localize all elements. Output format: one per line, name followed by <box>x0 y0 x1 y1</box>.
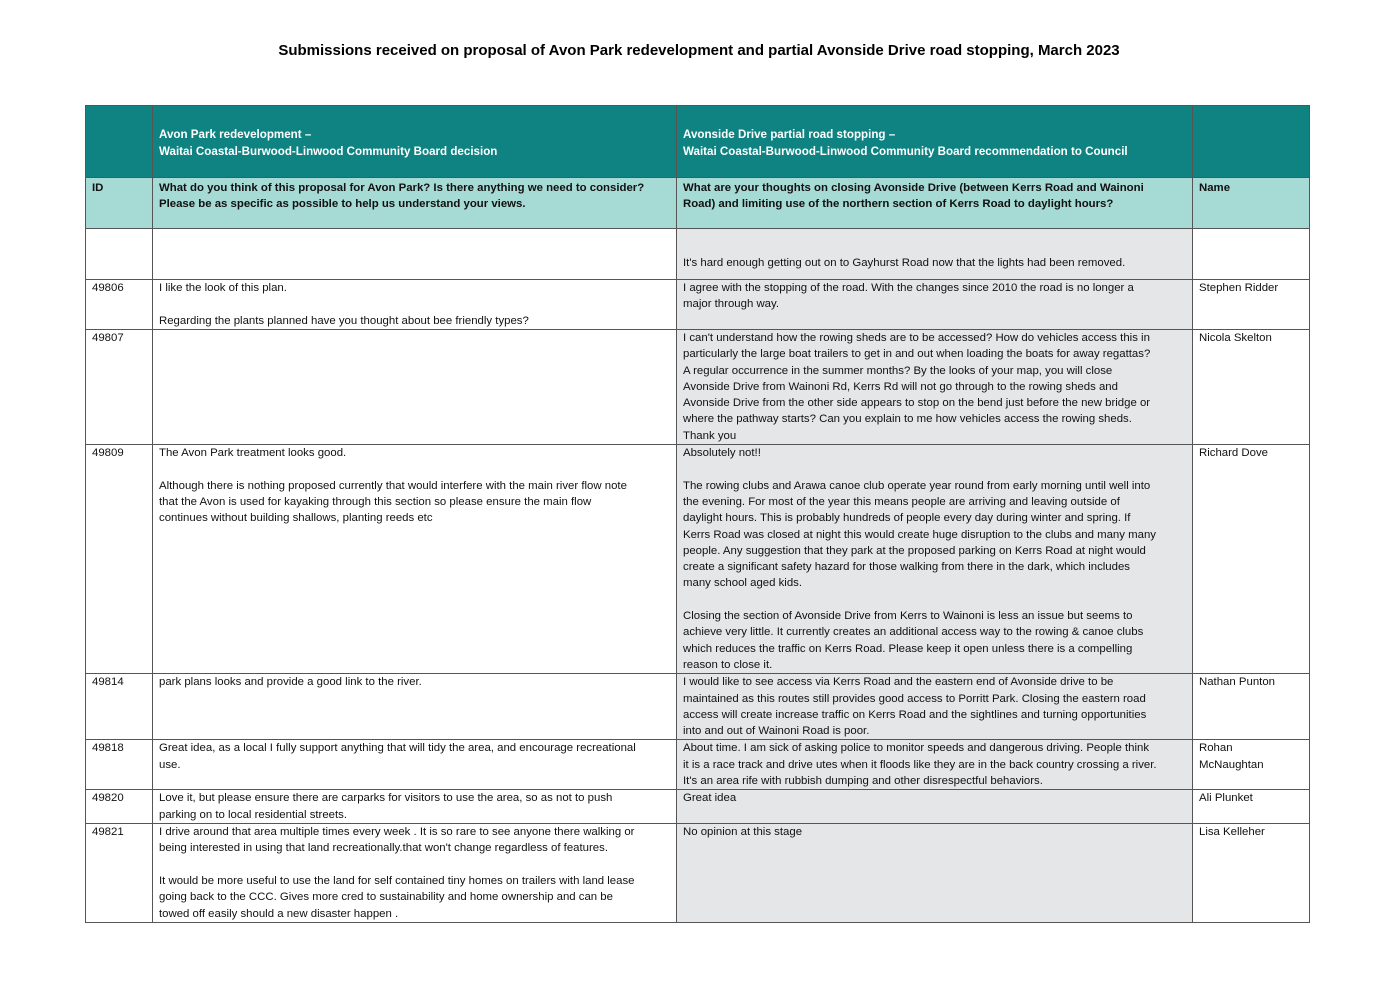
avon-response-line: park plans looks and provide a good link to the river. <box>159 676 422 689</box>
avon-response-line: Love it, but please ensure there are carparks for visitors to use the area, so as not to push <box>159 792 613 805</box>
table-row <box>86 229 1310 280</box>
avon-response-line: parking on to local residential streets. <box>159 808 348 821</box>
group-header-road-line: Avonside Drive partial road stopping – <box>683 128 896 142</box>
avon-response-line: Although there is nothing proposed currently that would interfere with the main river flow note <box>159 479 627 492</box>
road-response-line: achieve very little. It currently creates an additional access way to the rowing & canoe clubs <box>683 626 1144 639</box>
submitter-name-line: McNaughtan <box>1199 758 1264 771</box>
road-response-line: About time. I am sick of asking police to monitor speeds and dangerous driving. People think <box>683 742 1150 755</box>
group-header-avon-line: Avon Park redevelopment – <box>159 128 312 142</box>
road-response-line: the evening. For most of the year this means people are arriving and leaving outside of <box>683 495 1120 508</box>
column-header-avon-line: What do you think of this proposal for Avon Park? Is there anything we need to consider? <box>159 182 645 194</box>
avon-response <box>153 280 677 330</box>
blank-line <box>683 592 1186 608</box>
column-header-name: Name <box>1193 178 1310 229</box>
avon-response-line: that the Avon is used for kayaking through this section so please ensure the main flow <box>159 495 592 508</box>
avon-response <box>153 790 677 824</box>
road-response <box>677 674 1193 740</box>
avon-response <box>153 445 677 674</box>
submission-id: 49821 <box>86 824 153 923</box>
column-header-road-question <box>677 178 1193 229</box>
road-response-line: Great idea <box>683 792 737 805</box>
column-header-id: ID <box>86 178 153 229</box>
submitter-name: Ali Plunket <box>1193 790 1310 824</box>
road-response-line: it is a race track and drive utes when it floods like they are in the back country crossing a river. <box>683 758 1157 771</box>
avon-response-line: It would be more useful to use the land for self contained tiny homes on trailers with land lease <box>159 874 635 887</box>
submitter-name <box>1193 229 1310 280</box>
road-response-line: many school aged kids. <box>683 577 803 590</box>
avon-response <box>153 824 677 923</box>
table-row <box>86 445 1310 674</box>
road-response-line: Absolutely not!! <box>683 447 761 460</box>
column-header-road-line: Road) and limiting use of the northern section of Kerrs Road to daylight hours? <box>683 198 1114 211</box>
road-response-line: It's hard enough getting out on to Gayhurst Road now that the lights had been removed. <box>683 256 1126 269</box>
avon-response-line: going back to the CCC. Gives more cred to sustainability and home ownership and can be <box>159 891 613 904</box>
road-response-line: reason to close it. <box>683 658 773 671</box>
blank-line <box>159 461 670 477</box>
road-response <box>677 790 1193 824</box>
table-row <box>86 330 1310 445</box>
avon-response <box>153 740 677 790</box>
road-response-line: create a significant safety hazard for those walking from there in the dark, which includes <box>683 561 1130 574</box>
blank-line <box>683 461 1186 477</box>
road-response-line: Kerrs Road was closed at night this would create huge disruption to the clubs and many many <box>683 528 1156 541</box>
submission-id: 49814 <box>86 674 153 740</box>
submission-id <box>86 229 153 280</box>
submission-id: 49807 <box>86 330 153 445</box>
avon-response-line: I like the look of this plan. <box>159 282 287 294</box>
road-response-line: Avonside Drive from Wainoni Rd, Kerrs Rd will not go through to the rowing sheds and <box>683 380 1118 393</box>
avon-response <box>153 674 677 740</box>
submitter-name: Nathan Punton <box>1193 674 1310 740</box>
avon-response-line: Regarding the plants planned have you thought about bee friendly types? <box>159 314 529 327</box>
avon-response-line: Great idea, as a local I fully support anything that will tidy the area, and encourage recreational <box>159 742 636 755</box>
group-header-avon <box>153 106 677 178</box>
road-response-line: particularly the large boat trailers to get in and out when loading the boats for away regattas? <box>683 348 1151 361</box>
group-header-road-line: Waitai Coastal-Burwood-Linwood Community Board recommendation to Council <box>683 144 1128 158</box>
blank-line <box>159 857 670 873</box>
column-header-avon-line: Please be as specific as possible to help us understand your views. <box>159 198 526 211</box>
group-header-name <box>1193 106 1310 178</box>
road-response-line: people. Any suggestion that they park at the proposed parking on Kerrs Road at night would <box>683 544 1146 557</box>
submitter-name-line: Rohan <box>1199 742 1233 755</box>
road-response-line: Closing the section of Avonside Drive from Kerrs to Wainoni is less an issue but seems to <box>683 610 1133 623</box>
road-response <box>677 740 1193 790</box>
road-response-line: Avonside Drive from the other side appears to stop on the bend just before the new bridge or <box>683 397 1151 410</box>
submitter-name: Lisa Kelleher <box>1193 824 1310 923</box>
submitter-name: Nicola Skelton <box>1193 330 1310 445</box>
road-response <box>677 824 1193 923</box>
avon-response-line: being interested in using that land recreationally.that won't change regardless of features. <box>159 842 609 855</box>
road-response-line: which reduces the traffic on Kerrs Road. Please keep it open unless there is a compelling <box>683 642 1133 655</box>
road-response-line: A regular occurrence in the summer months? By the looks of your map, you will close <box>683 364 1113 377</box>
road-response-line: It's an area rife with rubbish dumping and other disrespectful behaviors. <box>683 775 1043 788</box>
avon-response-line: towed off easily should a new disaster happen . <box>159 907 399 920</box>
table-row <box>86 740 1310 790</box>
road-response-line: into and out of Wainoni Road is poor. <box>683 725 870 738</box>
avon-response-line: continues without building shallows, planting reeds etc <box>159 512 433 525</box>
road-response-line: I would like to see access via Kerrs Road and the eastern end of Avonside drive to be <box>683 676 1114 689</box>
group-header-row <box>86 106 1310 178</box>
road-response-line: major through way. <box>683 298 780 311</box>
avon-response-line: The Avon Park treatment looks good. <box>159 447 347 460</box>
column-header-row <box>86 178 1310 229</box>
submissions-table <box>85 105 1310 923</box>
avon-response <box>153 229 677 280</box>
avon-response <box>153 330 677 445</box>
road-response <box>677 330 1193 445</box>
road-response-line: maintained as this routes still provides good access to Porritt Park. Closing the eastern road <box>683 692 1146 705</box>
page-title: Submissions received on proposal of Avon Park redevelopment and partial Avonside Drive road stopping, March 2023 <box>278 42 1120 59</box>
column-header-road-line: What are your thoughts on closing Avonside Drive (between Kerrs Road and Wainoni <box>683 182 1144 194</box>
submission-id: 49809 <box>86 445 153 674</box>
blank-line <box>159 296 670 312</box>
road-response-line: The rowing clubs and Arawa canoe club operate year round from early morning until well into <box>683 479 1151 492</box>
avon-response-line: use. <box>159 758 181 771</box>
column-header-avon-question <box>153 178 677 229</box>
table-row <box>86 824 1310 923</box>
road-response-line: I agree with the stopping of the road. With the changes since 2010 the road is no longer a <box>683 282 1134 294</box>
road-response-line: Thank you <box>683 429 737 442</box>
road-response-line: where the pathway starts? Can you explain to me how vehicles access the rowing sheds. <box>683 413 1132 426</box>
table-row <box>86 790 1310 824</box>
submission-id: 49806 <box>86 280 153 330</box>
table-row <box>86 674 1310 740</box>
submitter-name: Richard Dove <box>1193 445 1310 674</box>
road-response-line: access will create increase traffic on Kerrs Road and the sightlines and turning opportunities <box>683 708 1147 721</box>
road-response <box>677 445 1193 674</box>
road-response <box>677 229 1193 280</box>
group-header-id <box>86 106 153 178</box>
submitter-name <box>1193 740 1310 790</box>
road-response <box>677 280 1193 330</box>
submission-id: 49820 <box>86 790 153 824</box>
avon-response-line: I drive around that area multiple times every week . It is so rare to see anyone there walking or <box>159 826 635 839</box>
group-header-avon-line: Waitai Coastal-Burwood-Linwood Community Board decision <box>159 144 498 158</box>
submission-id: 49818 <box>86 740 153 790</box>
group-header-road <box>677 106 1193 178</box>
table-row <box>86 280 1310 330</box>
road-response-line: daylight hours. This is probably hundreds of people every day during winter and spring. If <box>683 512 1131 525</box>
road-response-line: No opinion at this stage <box>683 826 803 839</box>
road-response-line: I can't understand how the rowing sheds are to be accessed? How do vehicles access this in <box>683 332 1150 344</box>
submitter-name: Stephen Ridder <box>1193 280 1310 330</box>
